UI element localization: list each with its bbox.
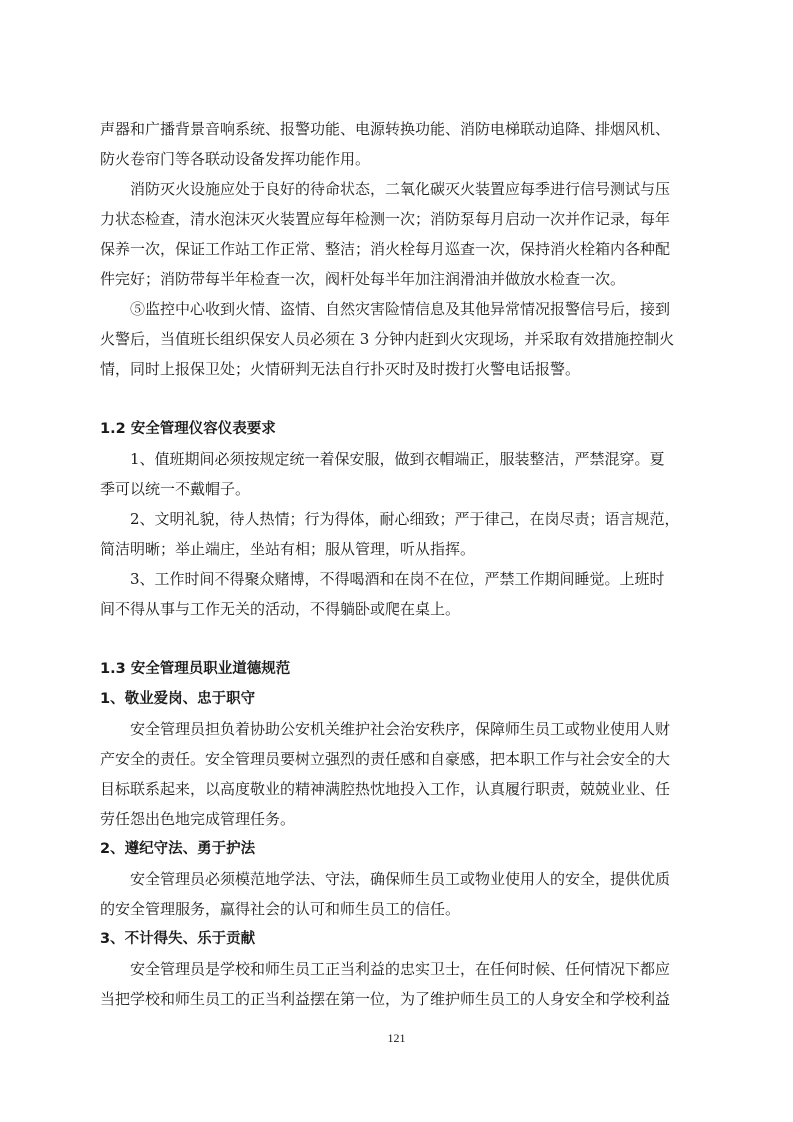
text-line: 季可以统一不戴帽子。	[100, 480, 251, 498]
text-line: 安全管理员是学校和师生员工正当利益的忠实卫士，在任何时候、任何情况下都应	[130, 960, 671, 978]
text-line: 情，同时上报保卫处；火情研判无法自行扑灭时及时拨打火警电话报警。	[100, 360, 581, 378]
text-line: 防火卷帘门等各联动设备发挥功能作用。	[100, 150, 371, 168]
text-line: 消防灭火设施应处于良好的待命状态，二氧化碳灭火装置应每季进行信号测试与压	[130, 180, 671, 198]
text-line: 当把学校和师生员工的正当利益摆在第一位，为了维护师生员工的人身安全和学校利益	[100, 990, 671, 1008]
text-line: 的安全管理服务，赢得社会的认可和师生员工的信任。	[100, 900, 461, 918]
text-line: 产安全的责任。安全管理员要树立强烈的责任感和自豪感，把本职工作与社会安全的大	[100, 750, 671, 768]
blank-line	[100, 624, 696, 654]
document-body	[100, 114, 696, 1014]
text-line: 1、值班期间必须按规定统一着保安服，做到衣帽端正，服装整洁，严禁混穿。夏	[130, 450, 665, 468]
text-line: 力状态检查，清水泡沫灭火装置应每年检测一次；消防泵每月启动一次并作记录，每年	[100, 210, 671, 228]
blank-line	[100, 384, 696, 414]
section-heading: 1.2 安全管理仪容仪表要求	[100, 421, 276, 437]
text-line: 简洁明晰；举止端庄，坐站有相；服从管理，听从指挥。	[100, 540, 476, 558]
text-line: 劳任怨出色地完成管理任务。	[100, 810, 296, 828]
text-line: 2、文明礼貌，待人热情；行为得体，耐心细致；严于律己，在岗尽责；语言规范，	[130, 510, 680, 528]
text-line: 安全管理员必须模范地学法、守法，确保师生员工或物业使用人的安全，提供优质	[130, 870, 671, 888]
text-line: 目标联系起来，以高度敬业的精神满腔热忱地投入工作，认真履行职责，兢兢业业、任	[100, 780, 671, 798]
text-line: 安全管理员担负着协助公安机关维护社会治安秩序，保障师生员工或物业使用人财	[130, 720, 671, 738]
section-heading: 3、不计得失、乐于贡献	[100, 931, 256, 947]
text-line: 保养一次，保证工作站工作正常、整洁；消火栓每月巡查一次，保持消火栓箱内各种配	[100, 240, 671, 258]
section-heading: 1、敬业爱岗、忠于职守	[100, 691, 256, 707]
text-line: ⑤监控中心收到火情、盗情、自然灾害险情信息及其他异常情况报警信号后，接到	[130, 300, 671, 318]
section-heading: 2、遵纪守法、勇于护法	[100, 841, 256, 857]
text-line: 声器和广播背景音响系统、报警功能、电源转换功能、消防电梯联动追降、排烟风机、	[100, 120, 671, 138]
text-line: 间不得从事与工作无关的活动，不得躺卧或爬在桌上。	[100, 600, 461, 618]
text-line: 3、工作时间不得聚众赌博，不得喝酒和在岗不在位，严禁工作期间睡觉。上班时	[130, 570, 665, 588]
text-line: 件完好；消防带每半年检查一次，阀杆处每半年加注润滑油并做放水检查一次。	[100, 270, 626, 288]
page-number: 121	[387, 1031, 406, 1045]
text-line: 火警后，当值班长组织保安人员必须在 3 分钟内赶到火灾现场，并采取有效措施控制火	[100, 330, 675, 348]
section-heading: 1.3 安全管理员职业道德规范	[100, 661, 291, 677]
